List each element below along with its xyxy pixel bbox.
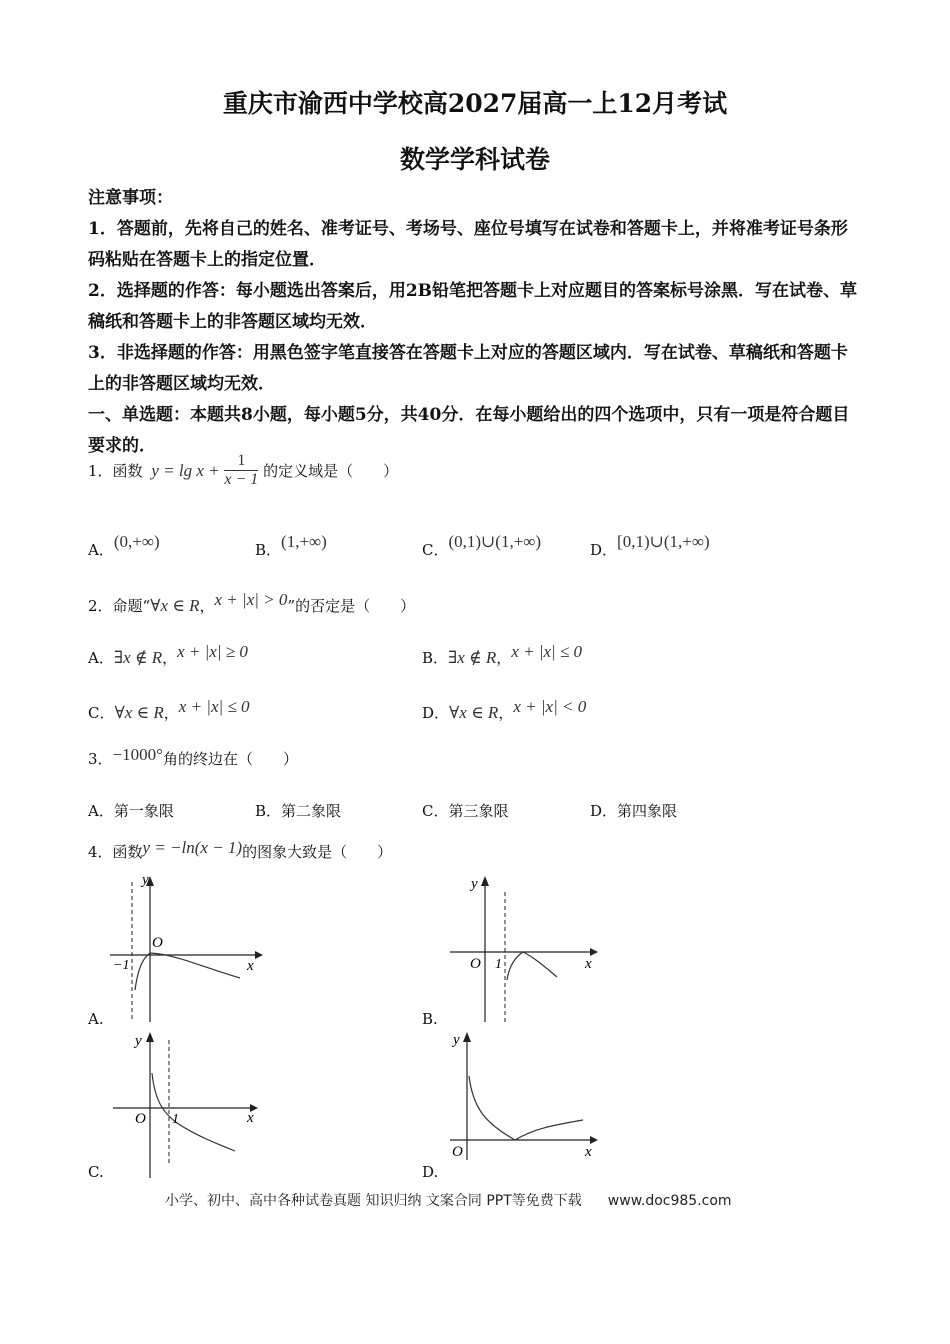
question-4 <box>88 838 392 862</box>
x-axis-arrow <box>590 948 598 956</box>
y-axis-arrow <box>146 1032 154 1042</box>
option-math-2: x + |x| ≤ 0 <box>511 642 583 661</box>
q2-math-1: ∀x ∈ R <box>150 596 200 615</box>
q2-option-b: B．∃x ∉ R，x + |x| ≤ 0 <box>422 642 583 667</box>
q2-option-d: D．∀x ∈ R，x + |x| < 0 <box>422 697 587 722</box>
footer <box>165 1190 732 1210</box>
x-label: x <box>585 1144 592 1160</box>
q3-option-a: A．第一象限 <box>88 802 174 820</box>
exam-subtitle: 数学学科试卷 <box>399 145 550 174</box>
notice-heading: 注意事项： <box>88 188 173 208</box>
option-label: B． <box>255 541 282 559</box>
option-label: D． <box>590 541 618 559</box>
q4-label-b: B. <box>422 1010 438 1028</box>
option-math-1: ∃x ∉ R <box>448 648 497 667</box>
q2-option-a: A．∃x ∉ R，x + |x| ≥ 0 <box>88 642 248 667</box>
question-2 <box>88 590 415 616</box>
tick-label: 1 <box>495 957 502 972</box>
option-math: (1,+∞) <box>281 532 327 551</box>
curve <box>507 952 557 980</box>
q2-math-2: x + |x| > 0 <box>214 590 288 609</box>
q2-suffix: ”的否定是（ ） <box>287 597 416 615</box>
tick-label: 1 <box>172 1112 179 1127</box>
option-math-1: ∀x ∈ R <box>449 703 499 722</box>
q2-prefix: 2．命题“ <box>88 597 151 615</box>
origin-label: O <box>152 935 163 951</box>
q1-fraction <box>224 452 258 489</box>
y-axis-arrow <box>463 1032 471 1042</box>
q4-label-d: D. <box>422 1163 439 1181</box>
x-label: x <box>247 1110 254 1126</box>
x-axis-arrow <box>590 1136 598 1144</box>
q3-prefix: 3． <box>88 750 113 768</box>
q1-suffix: 的定义域是（ ） <box>263 462 399 480</box>
q1-func: y = lg x + <box>151 460 220 480</box>
q2-sep: ， <box>199 597 215 615</box>
q4-label-c: C. <box>88 1163 104 1181</box>
option-math: (0,+∞) <box>113 532 160 551</box>
question-1 <box>88 452 398 489</box>
notice-item-2: 2．选择题的作答：每小题选出答案后，用2B铅笔把答题卡上对应题目的答案标号涂黑．写在试卷、草稿纸和答题卡上的非答题区域均无效． <box>88 281 858 332</box>
q2-option-c: C．∀x ∈ R，x + |x| ≤ 0 <box>88 697 250 722</box>
q1-option-d <box>590 532 710 560</box>
q4-prefix: 4．函数 <box>88 843 143 861</box>
exam-title: 重庆市渝西中学校高2027届高一上12月考试 <box>222 89 728 118</box>
origin-label: O <box>470 956 481 972</box>
q4-math: y = −ln(x − 1) <box>142 838 243 857</box>
x-label: x <box>247 958 254 974</box>
q1-prefix: 1．函数 <box>88 462 143 480</box>
q4-label-a: A. <box>88 1010 104 1028</box>
q3-option-c: C．第三象限 <box>422 802 509 820</box>
option-math-2: x + |x| ≤ 0 <box>178 697 250 716</box>
tick-label: −1 <box>113 958 130 973</box>
q3-math: −1000° <box>112 745 163 764</box>
q3-option-d: D．第四象限 <box>590 802 678 820</box>
y-label: y <box>142 872 149 888</box>
y-label: y <box>471 876 478 892</box>
notice-item-3: 3．非选择题的作答：用黑色签字笔直接答在答题卡上对应的答题区域内．写在试卷、草稿纸和答题卡上的非答题区域均无效． <box>88 343 848 394</box>
section-heading: 一、单选题：本题共8小题，每小题5分，共40分．在每小题给出的四个选项中，只有一项是符合题目要求的． <box>88 405 850 456</box>
q1-option-c <box>422 532 541 560</box>
y-axis-arrow <box>481 876 489 886</box>
option-math: (0,1)∪(1,+∞) <box>448 532 542 551</box>
footer-url[interactable]: www.doc985.com <box>607 1193 732 1209</box>
option-label: B． <box>422 649 449 667</box>
question-3 <box>88 745 298 769</box>
option-label: A． <box>88 649 114 667</box>
curve <box>469 1076 583 1140</box>
q4-graph-d <box>445 1028 605 1163</box>
option-label: A． <box>88 541 114 559</box>
curve <box>152 1073 235 1151</box>
q1-option-b <box>255 532 327 560</box>
option-label: D． <box>422 704 450 722</box>
q1-frac-den: x − 1 <box>224 471 259 488</box>
curve <box>135 953 240 990</box>
q3-option-b: B．第二象限 <box>255 802 342 820</box>
option-math-2: x + |x| < 0 <box>513 697 587 716</box>
origin-label: O <box>452 1144 463 1160</box>
option-label: C． <box>88 704 115 722</box>
option-math-1: ∀x ∈ R <box>114 703 164 722</box>
q4-graph-b <box>445 872 605 1027</box>
notice-block <box>88 183 863 462</box>
option-math: [0,1)∪(1,+∞) <box>617 532 710 551</box>
footer-text: 小学、初中、高中各种试卷真题 知识归纳 文案合同 PPT等免费下载 <box>165 1193 582 1209</box>
option-math-2: x + |x| ≥ 0 <box>177 642 248 661</box>
notice-item-1: 1．答题前，先将自己的姓名、准考证号、考场号、座位号填写在试卷和答题卡上，并将准考证号条形码粘贴在答题卡上的指定位置． <box>88 219 848 270</box>
x-label: x <box>585 956 592 972</box>
q1-option-a <box>88 532 160 560</box>
option-label: C． <box>422 541 449 559</box>
y-label: y <box>135 1033 142 1049</box>
q1-frac-num: 1 <box>224 452 258 471</box>
q4-suffix: 的图象大致是（ ） <box>242 843 393 861</box>
q4-graph-c <box>105 1028 265 1183</box>
q4-graph-a <box>105 872 265 1027</box>
q3-suffix: 角的终边在（ ） <box>162 750 298 768</box>
option-math-1: ∃x ∉ R <box>113 648 163 667</box>
y-label: y <box>453 1032 460 1048</box>
origin-label: O <box>135 1111 146 1127</box>
x-axis-arrow <box>255 951 263 959</box>
